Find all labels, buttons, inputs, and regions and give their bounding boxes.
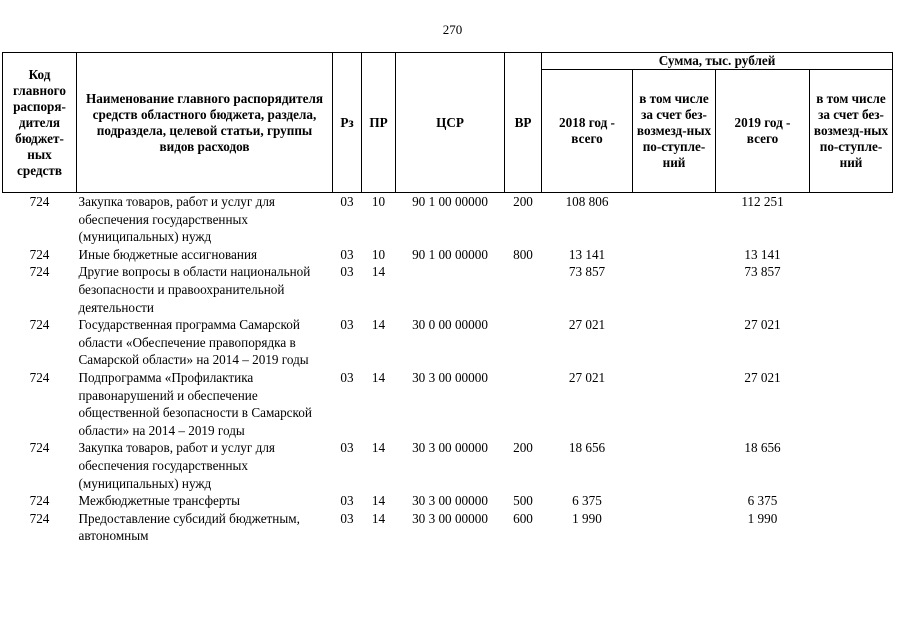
cell-2018-total: 18 656 [568,440,606,456]
cell-rz: 03 [340,246,354,262]
table-row [3,369,893,439]
header-pr: ПР [362,53,396,193]
cell-2018-total: 13 141 [568,246,606,262]
cell-2018-free [633,246,716,264]
cell-2019-free [810,193,893,246]
cell-pr: 14 [371,369,386,385]
cell-2019-free [810,246,893,264]
cell-2019-total: 1 990 [747,510,778,526]
cell-2018-free [633,510,716,545]
cell-2018-free [633,193,716,246]
cell-2018-total: 73 857 [568,264,606,280]
cell-vr: 200 [513,440,533,456]
cell-vr: 800 [513,246,533,262]
header-2019-free: в том числе за счет без-возмезд-ных по-ступле-ний [810,70,893,193]
cell-code: 724 [29,194,50,209]
cell-rz: 03 [340,264,354,280]
cell-code: 724 [29,510,50,526]
cell-vr: 600 [513,510,533,526]
table-row [3,510,893,545]
cell-name: Государственная программа Самарской области «Обеспечение правопорядка в Самарской области» на 2014 – 2019 годы [78,317,309,368]
cell-csr: 30 3 00 00000 [412,440,488,456]
cell-2019-free [810,369,893,439]
cell-2018-total: 27 021 [568,317,606,333]
cell-pr: 10 [371,246,386,262]
cell-name: Межбюджетные трансферты [78,493,240,509]
cell-vr [505,316,542,369]
cell-pr: 14 [371,510,386,526]
cell-vr: 500 [513,493,533,509]
header-csr: ЦСР [396,53,505,193]
cell-rz: 03 [340,440,354,456]
cell-2019-total: 112 251 [741,194,784,209]
cell-2018-free [633,263,716,316]
cell-csr: 30 3 00 00000 [412,369,488,385]
cell-code: 724 [29,264,50,280]
table-row [3,316,893,369]
cell-2019-free [810,263,893,316]
cell-rz: 03 [340,510,354,526]
budget-table [2,52,893,545]
cell-2018-total: 1 990 [572,510,602,526]
page-number: 270 [442,22,463,37]
cell-csr: 30 3 00 00000 [412,510,488,526]
cell-pr: 14 [371,440,386,456]
header-code: Код главного распоря-дителя бюджет-ных средств [3,53,77,193]
cell-vr [505,263,542,316]
cell-rz: 03 [340,317,354,333]
cell-csr: 90 1 00 00000 [412,194,488,209]
cell-csr: 90 1 00 00000 [412,246,488,262]
cell-csr [396,263,505,316]
cell-pr: 10 [371,194,386,209]
header-2018-free: в том числе за счет без-возмезд-ных по-ступле-ний [633,70,716,193]
cell-code: 724 [29,246,50,262]
table-row [3,263,893,316]
cell-csr: 30 3 00 00000 [412,493,488,509]
cell-2018-free [633,439,716,492]
cell-2018-total: 6 375 [572,493,602,509]
cell-name: Подпрограмма «Профилактика правонарушений и обеспечение общественной безопасности в Самарской области» на 2014 – 2019 годы [78,369,312,438]
cell-2019-total: 18 656 [744,440,781,456]
cell-2018-free [633,369,716,439]
table-row [3,492,893,510]
cell-2019-total: 73 857 [744,264,781,280]
header-sum-group: Сумма, тыс. рублей [542,53,893,70]
cell-pr: 14 [371,264,386,280]
cell-2019-total: 6 375 [747,493,778,509]
cell-2018-total: 27 021 [568,369,606,385]
cell-name: Другие вопросы в области национальной безопасности и правоохранительной деятельности [78,264,311,315]
cell-name: Закупка товаров, работ и услуг для обеспечения государственных (муниципальных) нужд [78,194,275,245]
table-row [3,246,893,264]
cell-pr: 14 [371,493,386,509]
cell-rz: 03 [340,493,354,509]
header-2018-total: 2018 год - всего [542,70,633,193]
cell-vr: 200 [513,194,533,209]
cell-2019-free [810,510,893,545]
cell-2019-free [810,316,893,369]
header-name: Наименование главного распорядителя средств областного бюджета, раздела, подраздела, целевой статьи, группы видов расходов [77,53,333,193]
table-row [3,193,893,246]
cell-code: 724 [29,317,50,333]
cell-code: 724 [29,493,50,509]
cell-2019-total: 27 021 [744,369,781,385]
cell-code: 724 [29,369,50,385]
cell-vr [505,369,542,439]
cell-2019-free [810,492,893,510]
cell-csr: 30 0 00 00000 [412,317,488,333]
cell-code: 724 [29,440,50,456]
cell-name: Предоставление субсидий бюджетным, автономным [78,510,300,544]
cell-rz: 03 [340,369,354,385]
cell-2018-free [633,316,716,369]
cell-2019-free [810,439,893,492]
cell-pr: 14 [371,317,386,333]
cell-rz: 03 [340,194,354,209]
header-vr: ВР [505,53,542,193]
cell-2018-total: 108 806 [565,194,609,209]
table-row [3,439,893,492]
header-2019-total: 2019 год - всего [716,70,810,193]
cell-2018-free [633,492,716,510]
cell-name: Закупка товаров, работ и услуг для обеспечения государственных (муниципальных) нужд [78,440,275,491]
cell-name: Иные бюджетные ассигнования [78,246,258,262]
header-rz: Рз [333,53,362,193]
cell-2019-total: 27 021 [744,317,781,333]
cell-2019-total: 13 141 [744,246,781,262]
